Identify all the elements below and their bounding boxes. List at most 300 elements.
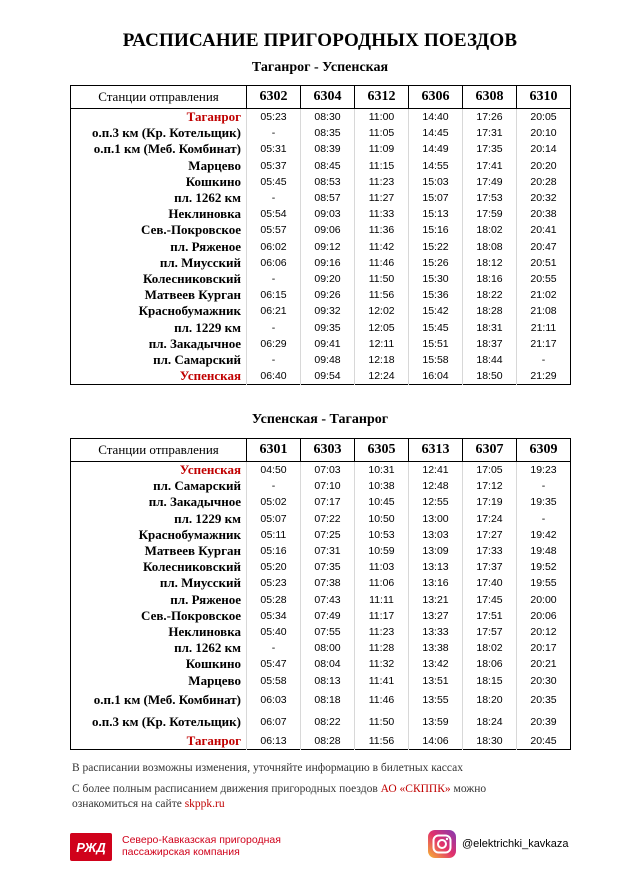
departure-time: - [247, 319, 301, 335]
departure-time: 15:58 [409, 352, 463, 368]
departure-time: 11:33 [355, 206, 409, 222]
table-row [71, 689, 571, 711]
table-row [71, 640, 571, 656]
departure-time: 12:48 [409, 478, 463, 494]
departure-time: 20:17 [517, 640, 571, 656]
departure-time: 12:02 [355, 303, 409, 319]
train-number-header: 6302 [247, 86, 301, 109]
departure-time: 11:06 [355, 575, 409, 591]
departure-time: 17:35 [463, 141, 517, 157]
station-name: о.п.3 км (Кр. Котельщик) [91, 713, 241, 729]
departure-time: 20:20 [517, 158, 571, 174]
departure-time: 11:28 [355, 640, 409, 656]
table-row [71, 575, 571, 591]
departure-time: 14:49 [409, 141, 463, 157]
departure-time: 06:13 [247, 733, 301, 750]
departure-time: 17:26 [463, 109, 517, 126]
departure-time: 17:49 [463, 174, 517, 190]
departure-time: 06:29 [247, 336, 301, 352]
departure-time: 05:23 [247, 109, 301, 126]
departure-time: 20:38 [517, 206, 571, 222]
station-name: Неклиновка [168, 206, 241, 222]
station-column-header: Станции отправления [71, 439, 247, 462]
departure-time: 21:17 [517, 336, 571, 352]
departure-time: 12:18 [355, 352, 409, 368]
departure-time: 11:09 [355, 141, 409, 157]
table-row [71, 368, 571, 385]
departure-time: 15:51 [409, 336, 463, 352]
station-name: пл. Ряженое [170, 238, 241, 254]
departure-time: 15:30 [409, 271, 463, 287]
departure-time: 08:39 [301, 141, 355, 157]
departure-time: - [247, 352, 301, 368]
station-name: Матвеев Курган [144, 543, 241, 559]
station-name: Таганрог [186, 109, 241, 125]
train-number-header: 6312 [355, 86, 409, 109]
departure-time: 13:00 [409, 511, 463, 527]
station-column-header: Станции отправления [71, 86, 247, 109]
departure-time: 15:13 [409, 206, 463, 222]
departure-time: 14:40 [409, 109, 463, 126]
departure-time: 17:12 [463, 478, 517, 494]
departure-time: - [247, 125, 301, 141]
table-row [71, 319, 571, 335]
departure-time: 15:36 [409, 287, 463, 303]
station-name: пл. 1262 км [174, 640, 241, 656]
departure-time: 08:28 [301, 733, 355, 750]
departure-time: 17:59 [463, 206, 517, 222]
departure-time: 12:41 [409, 462, 463, 479]
table-row [71, 494, 571, 510]
departure-time: 09:12 [301, 239, 355, 255]
departure-time: 18:50 [463, 368, 517, 385]
departure-time: 06:40 [247, 368, 301, 385]
departure-time: 20:28 [517, 174, 571, 190]
table-row [71, 109, 571, 126]
train-number-header: 6305 [355, 439, 409, 462]
departure-time: 13:38 [409, 640, 463, 656]
departure-time: 07:03 [301, 462, 355, 479]
departure-time: 06:07 [247, 711, 301, 733]
departure-time: 08:18 [301, 689, 355, 711]
station-name: пл. 1229 км [174, 510, 241, 526]
departure-time: 11:05 [355, 125, 409, 141]
departure-time: 19:42 [517, 527, 571, 543]
departure-time: 19:35 [517, 494, 571, 510]
departure-time: 09:48 [301, 352, 355, 368]
svg-text:РЖД: РЖД [76, 840, 106, 855]
table-row [71, 141, 571, 157]
departure-time: 13:27 [409, 608, 463, 624]
site-link[interactable]: skppk.ru [184, 798, 225, 810]
table-row [71, 352, 571, 368]
station-name: Таганрог [186, 732, 241, 748]
departure-time: 18:31 [463, 319, 517, 335]
table-row [71, 624, 571, 640]
train-number-header: 6306 [409, 86, 463, 109]
departure-time: 20:55 [517, 271, 571, 287]
company-name-line1: Северо-Кавказская пригородная [122, 834, 281, 846]
departure-time: 07:10 [301, 478, 355, 494]
table-row [71, 478, 571, 494]
table-row [71, 672, 571, 688]
schedule-table-1 [70, 85, 571, 385]
departure-time: 11:56 [355, 733, 409, 750]
departure-time: 05:45 [247, 174, 301, 190]
departure-time: 18:12 [463, 255, 517, 271]
train-number-header: 6303 [301, 439, 355, 462]
departure-time: 21:11 [517, 319, 571, 335]
table-row [71, 527, 571, 543]
table-row [71, 271, 571, 287]
departure-time: 18:16 [463, 271, 517, 287]
departure-time: 13:51 [409, 672, 463, 688]
departure-time: - [517, 511, 571, 527]
departure-time: 11:50 [355, 271, 409, 287]
departure-time: 11:23 [355, 624, 409, 640]
table-row [71, 608, 571, 624]
departure-time: 18:28 [463, 303, 517, 319]
table-row [71, 656, 571, 672]
departure-time: 06:03 [247, 689, 301, 711]
departure-time: 19:48 [517, 543, 571, 559]
departure-time: 11:41 [355, 672, 409, 688]
departure-time: - [247, 271, 301, 287]
departure-time: - [247, 478, 301, 494]
train-number-header: 6301 [247, 439, 301, 462]
departure-time: 11:32 [355, 656, 409, 672]
departure-time: 18:37 [463, 336, 517, 352]
train-number-header: 6309 [517, 439, 571, 462]
station-name: о.п.3 км (Кр. Котельщик) [91, 125, 241, 141]
table-row [71, 158, 571, 174]
table-row [71, 206, 571, 222]
departure-time: 20:30 [517, 672, 571, 688]
schedule-table-2 [70, 438, 571, 750]
departure-time: 09:26 [301, 287, 355, 303]
company-name [122, 834, 312, 858]
departure-time: 10:53 [355, 527, 409, 543]
station-name: Марцево [188, 157, 241, 173]
departure-time: 11:27 [355, 190, 409, 206]
departure-time: 05:37 [247, 158, 301, 174]
departure-time: 06:15 [247, 287, 301, 303]
departure-time: 09:20 [301, 271, 355, 287]
station-name: Успенская [179, 368, 241, 384]
departure-time: 13:59 [409, 711, 463, 733]
instagram-handle[interactable]: @elektrichki_kavkaza [462, 838, 569, 850]
departure-time: 18:02 [463, 222, 517, 238]
departure-time: 13:55 [409, 689, 463, 711]
departure-time: 20:51 [517, 255, 571, 271]
train-number-header: 6304 [301, 86, 355, 109]
table-row [71, 222, 571, 238]
table-row [71, 559, 571, 575]
table-row [71, 239, 571, 255]
departure-time: 16:04 [409, 368, 463, 385]
departure-time: 05:47 [247, 656, 301, 672]
departure-time: 20:05 [517, 109, 571, 126]
departure-time: - [247, 190, 301, 206]
departure-time: 14:55 [409, 158, 463, 174]
changes-note: В расписании возможны изменения, уточняйте информацию в билетных кассах [72, 762, 463, 774]
departure-time: 09:35 [301, 319, 355, 335]
company-short-name: АО «СКППК» [380, 783, 451, 795]
departure-time: 08:22 [301, 711, 355, 733]
departure-time: 15:03 [409, 174, 463, 190]
departure-time: 15:22 [409, 239, 463, 255]
station-name: Кошкино [185, 173, 241, 189]
station-name: пл. Миусский [159, 254, 241, 270]
departure-time: 12:11 [355, 336, 409, 352]
departure-time: 15:26 [409, 255, 463, 271]
departure-time: 05:31 [247, 141, 301, 157]
station-name: пл. 1262 км [174, 190, 241, 206]
departure-time: 05:02 [247, 494, 301, 510]
departure-time: 20:32 [517, 190, 571, 206]
departure-time: 21:29 [517, 368, 571, 385]
instagram-icon[interactable] [428, 830, 456, 858]
departure-time: 11:23 [355, 174, 409, 190]
station-name: Успенская [179, 462, 241, 478]
departure-time: 19:55 [517, 575, 571, 591]
departure-time: 17:41 [463, 158, 517, 174]
departure-time: 08:53 [301, 174, 355, 190]
departure-time: 06:21 [247, 303, 301, 319]
departure-time: 09:06 [301, 222, 355, 238]
departure-time: 17:05 [463, 462, 517, 479]
route-title-2: Успенская - Таганрог [251, 412, 389, 427]
departure-time: 13:09 [409, 543, 463, 559]
departure-time: 05:20 [247, 559, 301, 575]
departure-time: 10:59 [355, 543, 409, 559]
departure-time: 10:38 [355, 478, 409, 494]
table-row [71, 255, 571, 271]
departure-time: 04:50 [247, 462, 301, 479]
departure-time: 15:16 [409, 222, 463, 238]
table-row [71, 592, 571, 608]
departure-time: 08:30 [301, 109, 355, 126]
departure-time: 11:17 [355, 608, 409, 624]
departure-time: 13:03 [409, 527, 463, 543]
departure-time: 17:45 [463, 592, 517, 608]
departure-time: - [247, 640, 301, 656]
station-name: пл. Самарский [153, 351, 241, 367]
departure-time: 05:11 [247, 527, 301, 543]
departure-time: 06:06 [247, 255, 301, 271]
station-name: пл. Самарский [153, 478, 241, 494]
departure-time: 20:12 [517, 624, 571, 640]
departure-time: 20:21 [517, 656, 571, 672]
departure-time: 11:46 [355, 689, 409, 711]
departure-time: 20:06 [517, 608, 571, 624]
departure-time: - [517, 352, 571, 368]
train-number-header: 6310 [517, 86, 571, 109]
departure-time: 11:15 [355, 158, 409, 174]
departure-time: 20:00 [517, 592, 571, 608]
departure-time: 08:45 [301, 158, 355, 174]
departure-time: 17:33 [463, 543, 517, 559]
station-name: пл. Закадычное [148, 494, 241, 510]
departure-time: 07:43 [301, 592, 355, 608]
table-row [71, 174, 571, 190]
departure-time: 17:51 [463, 608, 517, 624]
station-name: Неклиновка [168, 623, 241, 639]
departure-time: 05:07 [247, 511, 301, 527]
departure-time: 17:27 [463, 527, 517, 543]
departure-time: 17:24 [463, 511, 517, 527]
departure-time: 05:54 [247, 206, 301, 222]
departure-time: 08:04 [301, 656, 355, 672]
departure-time: 09:41 [301, 336, 355, 352]
departure-time: 17:19 [463, 494, 517, 510]
departure-time: 12:05 [355, 319, 409, 335]
table-row [71, 462, 571, 479]
departure-time: 11:36 [355, 222, 409, 238]
table-row [71, 303, 571, 319]
departure-time: 11:11 [355, 592, 409, 608]
departure-time: 05:57 [247, 222, 301, 238]
departure-time: 20:41 [517, 222, 571, 238]
departure-time: 20:45 [517, 733, 571, 750]
route-title-1: Таганрог - Успенская [251, 60, 389, 75]
departure-time: 10:31 [355, 462, 409, 479]
departure-time: 08:00 [301, 640, 355, 656]
departure-time: 07:22 [301, 511, 355, 527]
departure-time: 13:13 [409, 559, 463, 575]
station-name: о.п.1 км (Меб. Комбинат) [93, 141, 241, 157]
departure-time: 07:17 [301, 494, 355, 510]
departure-time: 07:31 [301, 543, 355, 559]
departure-time: 20:10 [517, 125, 571, 141]
departure-time: 10:45 [355, 494, 409, 510]
site-note-prefix: С более полным расписанием движения пригородных поездов [72, 783, 378, 795]
departure-time: 08:35 [301, 125, 355, 141]
departure-time: 11:50 [355, 711, 409, 733]
departure-time: 07:49 [301, 608, 355, 624]
departure-time: 05:34 [247, 608, 301, 624]
departure-time: 05:28 [247, 592, 301, 608]
table-row [71, 543, 571, 559]
departure-time: 15:45 [409, 319, 463, 335]
station-name: пл. Закадычное [148, 335, 241, 351]
departure-time: 20:39 [517, 711, 571, 733]
station-name: Сев.-Покровское [141, 607, 241, 623]
departure-time: 18:20 [463, 689, 517, 711]
station-name: Сев.-Покровское [141, 222, 241, 238]
table-row [71, 190, 571, 206]
departure-time: 14:06 [409, 733, 463, 750]
station-name: Марцево [188, 672, 241, 688]
departure-time: 17:31 [463, 125, 517, 141]
train-number-header: 6308 [463, 86, 517, 109]
page-title: РАСПИСАНИЕ ПРИГОРОДНЫХ ПОЕЗДОВ [122, 30, 518, 51]
station-name: о.п.1 км (Меб. Комбинат) [93, 691, 241, 707]
departure-time: 07:25 [301, 527, 355, 543]
departure-time: 13:21 [409, 592, 463, 608]
departure-time: 18:24 [463, 711, 517, 733]
departure-time: 18:44 [463, 352, 517, 368]
departure-time: 09:54 [301, 368, 355, 385]
station-name: Краснобумажник [138, 526, 241, 542]
departure-time: 05:23 [247, 575, 301, 591]
departure-time: 15:07 [409, 190, 463, 206]
site-note-mid: можно ознакомиться на сайте [72, 783, 487, 810]
departure-time: 17:53 [463, 190, 517, 206]
departure-time: 20:35 [517, 689, 571, 711]
departure-time: 08:57 [301, 190, 355, 206]
station-name: пл. 1229 км [174, 319, 241, 335]
departure-time: 17:40 [463, 575, 517, 591]
departure-time: 18:06 [463, 656, 517, 672]
departure-time: 05:40 [247, 624, 301, 640]
departure-time: 09:16 [301, 255, 355, 271]
departure-time: 13:16 [409, 575, 463, 591]
departure-time: 05:58 [247, 672, 301, 688]
table-row [71, 336, 571, 352]
departure-time: 07:38 [301, 575, 355, 591]
departure-time: 11:00 [355, 109, 409, 126]
rzd-logo-icon [70, 833, 112, 861]
departure-time: 15:42 [409, 303, 463, 319]
departure-time: 18:08 [463, 239, 517, 255]
station-name: Колесниковский [143, 270, 241, 286]
departure-time: 19:52 [517, 559, 571, 575]
departure-time: 09:32 [301, 303, 355, 319]
departure-time: 21:08 [517, 303, 571, 319]
departure-time: 13:33 [409, 624, 463, 640]
departure-time: 18:02 [463, 640, 517, 656]
departure-time: 19:23 [517, 462, 571, 479]
table-row [71, 287, 571, 303]
station-name: Колесниковский [143, 559, 241, 575]
departure-time: 18:22 [463, 287, 517, 303]
departure-time: - [517, 478, 571, 494]
departure-time: 18:15 [463, 672, 517, 688]
departure-time: 17:57 [463, 624, 517, 640]
train-number-header: 6313 [409, 439, 463, 462]
station-name: Матвеев Курган [144, 287, 241, 303]
departure-time: 06:02 [247, 239, 301, 255]
departure-time: 10:50 [355, 511, 409, 527]
table-row [71, 511, 571, 527]
departure-time: 07:35 [301, 559, 355, 575]
departure-time: 21:02 [517, 287, 571, 303]
departure-time: 11:56 [355, 287, 409, 303]
station-name: Краснобумажник [138, 303, 241, 319]
departure-time: 20:47 [517, 239, 571, 255]
departure-time: 18:30 [463, 733, 517, 750]
site-note [72, 782, 552, 812]
station-name: пл. Миусский [159, 575, 241, 591]
departure-time: 08:13 [301, 672, 355, 688]
departure-time: 11:42 [355, 239, 409, 255]
departure-time: 09:03 [301, 206, 355, 222]
departure-time: 11:46 [355, 255, 409, 271]
table-header-row [71, 439, 571, 462]
table-row [71, 711, 571, 733]
departure-time: 05:16 [247, 543, 301, 559]
departure-time: 12:55 [409, 494, 463, 510]
train-number-header: 6307 [463, 439, 517, 462]
station-name: пл. Ряженое [170, 591, 241, 607]
company-name-line2: пассажирская компания [122, 846, 240, 858]
table-row [71, 125, 571, 141]
table-row [71, 733, 571, 750]
departure-time: 13:42 [409, 656, 463, 672]
departure-time: 11:03 [355, 559, 409, 575]
departure-time: 12:24 [355, 368, 409, 385]
